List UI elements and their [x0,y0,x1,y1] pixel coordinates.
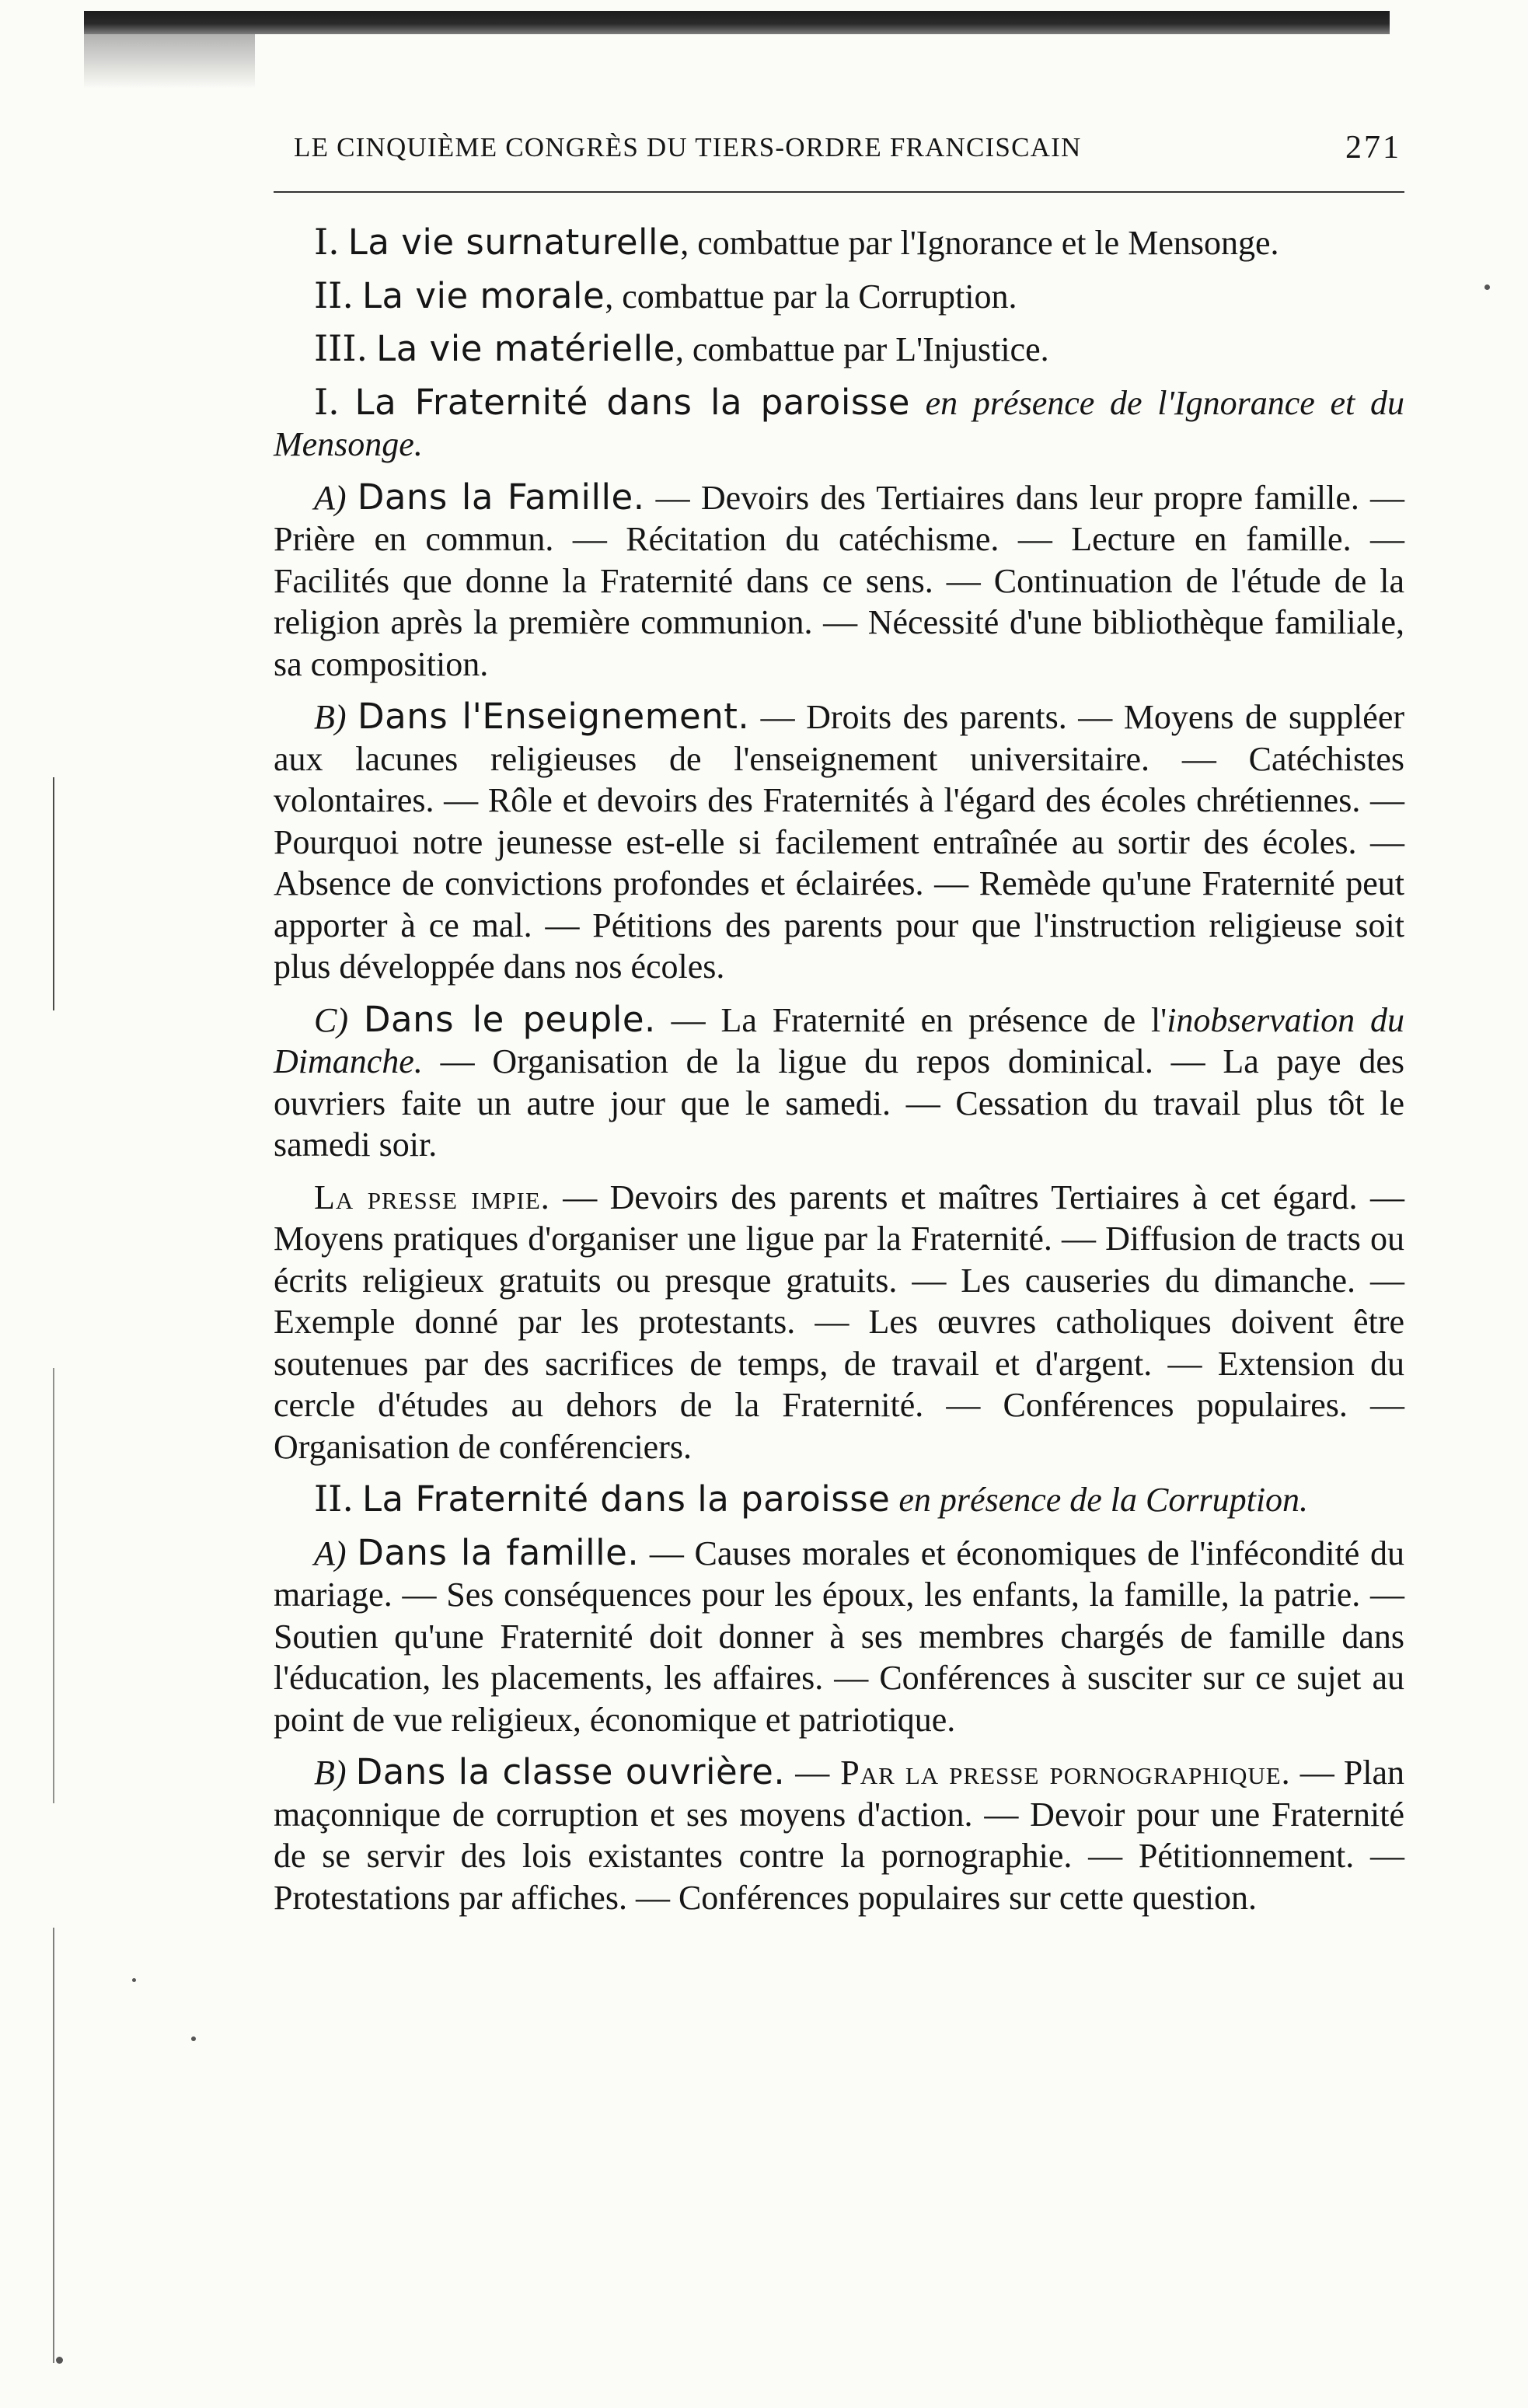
outline-item: I. La vie surnaturelle, combattue par l'Ignorance et le Mensonge. [314,221,1279,263]
scan-margin-line [53,1928,54,2363]
scan-speck [1484,284,1490,290]
running-title: LE CINQUIÈME CONGRÈS DU TIERS-ORDRE FRANCISCAIN [294,132,1082,162]
paragraph: A) Dans la Famille. — Devoirs des Tertiaires dans leur propre famille. — Prière en commun. — Récitation du catéchisme. — Lecture en famille. — Facilités que donne la Fraternité dans ce sens. — Continuation de l'étude de la religion après la première communion. — Nécessité d'une bibliothèque familiale, sa composition. [274,476,1405,683]
scan-margin-line [53,1368,54,1803]
section-heading: I. La Fraternité dans la paroisse en présence de l'Ignorance et du Mensonge. [274,380,1405,463]
paragraph: La presse impie. — Devoirs des parents et maîtres Tertiaires à cet égard. — Moyens pratiques d'organiser une ligue par la Fraternité. — Diffusion de tracts ou écrits religieux gratuits ou presque gratuits. — Les causeries du dimanche. — Exemple donné par les protestants. — Les œuvres catholiques doivent être soutenues par des sacrifices de temps, de travail et d'argent. — Extension du cercle d'études au dehors de la Fraternité. — Conférences populaires. — Organisation de conférenciers. [274,1178,1404,1466]
paragraph: A) Dans la famille. — Causes morales et économiques de l'infécondité du mariage. — Ses conséquences pour les époux, les enfants, la famille, la patrie. — Soutien qu'une Fraternité doit donner à ses membres chargés de famille dans l'éducation, les placements, les affaires. — Conférences à susciter sur ce sujet au point de vue religieux, économique et patriotique. [274,1531,1404,1739]
page-body [274,222,1404,1918]
scan-top-shadow [84,34,255,89]
scan-speck [132,1978,136,1982]
scan-top-edge [84,11,1390,34]
scan-margin-line [53,777,54,1010]
section-heading: II. La Fraternité dans la paroisse en présence de la Corruption. [314,1478,1309,1520]
page-number: 271 [1345,130,1401,166]
outline-item: II. La vie morale, combattue par la Corruption. [314,274,1017,316]
outline-item: III. La vie matérielle, combattue par L'Injustice. [314,327,1049,369]
scan-speck [191,2036,196,2041]
paragraph: C) Dans le peuple. — La Fraternité en présence de l'inobservation du Dimanche. — Organisation de la ligue du repos dominical. — La paye des ouvriers faite un autre jour que le samedi. — Cessation du travail plus tôt le samedi soir. [274,998,1405,1164]
paragraph: B) Dans l'Enseignement. — Droits des parents. — Moyens de suppléer aux lacunes religieuses de l'enseignement universitaire. — Catéchistes volontaires. — Rôle et devoirs des Fraternités à l'égard des écoles chrétiennes. — Pourquoi notre jeunesse est-elle si facilement entraînée au sortir des écoles. — Absence de convictions profondes et éclairées. — Remède qu'une Fraternité peut apporter à ce mal. — Pétitions des parents pour que l'instruction religieuse soit plus développée dans nos écoles. [274,696,1404,986]
scan-speck [56,2357,63,2364]
header-rule [274,191,1404,193]
paragraph: B) Dans la classe ouvrière. — Par la presse pornographique. — Plan maçonnique de corruption et ses moyens d'action. — Devoir pour une Fraternité de se servir des lois existantes contre la pornographie. — Pétitionnement. — Protestations par affiches. — Conférences populaires sur cette question. [274,1751,1404,1917]
